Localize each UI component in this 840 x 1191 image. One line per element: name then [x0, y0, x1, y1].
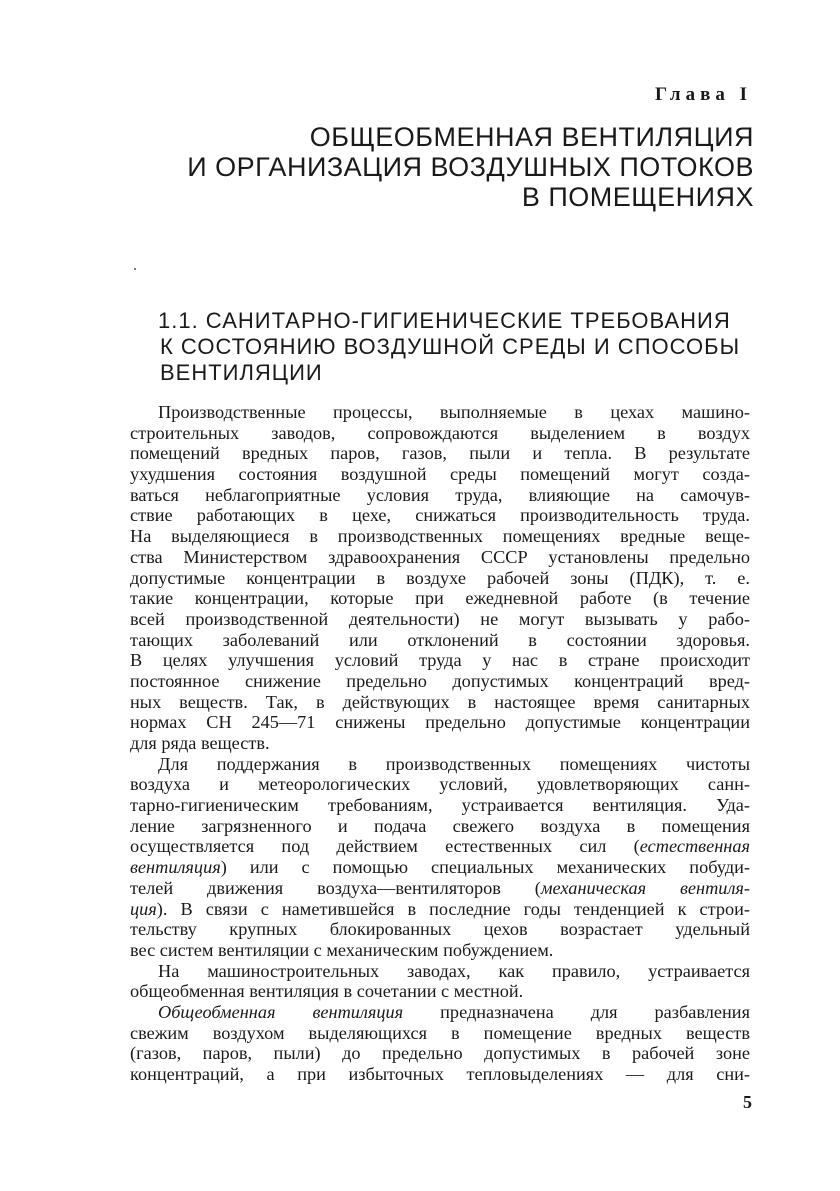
text-line: помещений вредных паров, газов, пыли и тепла. В результате: [130, 443, 750, 464]
text-line: [130, 899, 750, 920]
text-line: ствие работающих в цехе, снижаться производительность труда.: [130, 505, 750, 526]
print-speck: [134, 268, 136, 270]
text-line: ваться неблагоприятные условия труда, влияющие на самочув-: [130, 484, 750, 505]
text-line: (газов, паров, пыли) до предельно допустимых в рабочей зоне: [130, 1043, 750, 1064]
text-line: Для поддержания в производственных помещениях чистоты: [158, 753, 750, 774]
text-fragment: осуществляется под действием естественных сил (: [130, 836, 640, 857]
page-number: 5: [743, 1092, 752, 1112]
text-fragment: предназначена для разбавления: [403, 1001, 750, 1022]
section-title-line: К СОСТОЯНИЮ ВОЗДУШНОЙ СРЕДЫ И СПОСОБЫ: [160, 334, 741, 359]
chapter-title-line: В ПОМЕЩЕНИЯХ: [521, 182, 754, 212]
italic-term: естественная: [639, 836, 750, 857]
text-line: На машиностроительных заводах, как правило, устраивается: [158, 960, 750, 981]
section-title: [158, 308, 758, 386]
body-text: [130, 402, 750, 1085]
text-line: тающих заболеваний или отклонений в состоянии здоровья.: [130, 629, 750, 650]
text-line: [130, 878, 750, 899]
text-line: [130, 1002, 750, 1023]
text-line: всей производственной деятельности) не могут вызывать у рабо-: [130, 608, 750, 629]
text-line: воздуха и метеорологических условий, удовлетворяющих санн-: [130, 774, 750, 795]
text-line: ление загрязненного и подача свежего воздуха в помещения: [130, 815, 750, 836]
section-title-line: 1.1. САНИТАРНО-ГИГИЕНИЧЕСКИЕ ТРЕБОВАНИЯ: [158, 308, 731, 333]
text-line: допустимые концентрации в воздухе рабочей зоны (ПДК), т. е.: [130, 567, 750, 588]
text-line: Производственные процессы, выполняемые в цехах машино-: [158, 402, 750, 422]
text-fragment: ). В связи с наметившейся в последние годы тенденцией к строи-: [156, 898, 750, 919]
text-line: нормах СН 245—71 снижены предельно допустимые концентрации: [130, 712, 750, 733]
text-line: строительных заводов, сопровождаются выделением в воздух: [130, 422, 750, 443]
text-line: ных веществ. Так, в действующих в настоящее время санитарных: [130, 691, 750, 712]
text-line: тельству крупных блокированных цехов возрастает удельный: [130, 919, 750, 940]
chapter-label: Глава I: [654, 84, 752, 105]
text-line: вес систем вентиляции с механическим побуждением.: [130, 939, 554, 960]
chapter-title-line: ОБЩЕОБМЕННАЯ ВЕНТИЛЯЦИЯ: [309, 122, 754, 152]
section-title-line: ВЕНТИЛЯЦИИ: [160, 360, 323, 385]
text-line: ства Министерством здравоохранения СССР установлены предельно: [130, 546, 750, 567]
text-line: [130, 857, 750, 878]
italic-term: ция: [130, 898, 157, 919]
text-line: ухудшения состояния воздушной среды помещений могут созда-: [130, 464, 750, 485]
text-fragment: ) или с помощью специальных механических побуди-: [220, 857, 750, 878]
text-line: концентраций, а при избыточных тепловыделениях — для сни-: [130, 1064, 750, 1084]
chapter-title-line: И ОРГАНИЗАЦИЯ ВОЗДУШНЫХ ПОТОКОВ: [187, 152, 754, 182]
text-line: общеобменная вентиляция в сочетании с местной.: [130, 981, 524, 1002]
chapter-title: [154, 122, 754, 212]
text-line: На выделяющиеся в производственных помещениях вредные веще-: [130, 526, 750, 547]
italic-term: вентиляция: [130, 857, 221, 878]
text-line: свежим воздухом выделяющихся в помещение вредных веществ: [130, 1022, 750, 1043]
text-fragment: телей движения воздуха—вентиляторов (: [130, 877, 541, 898]
text-line: [130, 836, 750, 857]
italic-term: Общеобменная вентиляция: [158, 1001, 404, 1022]
text-line: такие концентрации, которые при ежедневной работе (в течение: [130, 588, 750, 609]
italic-term: механическая вентиля-: [540, 877, 751, 898]
text-line: для ряда веществ.: [130, 733, 270, 753]
text-line: постоянное снижение предельно допустимых концентраций вред-: [130, 670, 750, 691]
text-line: В целях улучшения условий труда у нас в стране происходит: [130, 650, 750, 671]
text-line: тарно-гигиеническим требованиям, устраивается вентиляция. Уда-: [130, 795, 750, 816]
